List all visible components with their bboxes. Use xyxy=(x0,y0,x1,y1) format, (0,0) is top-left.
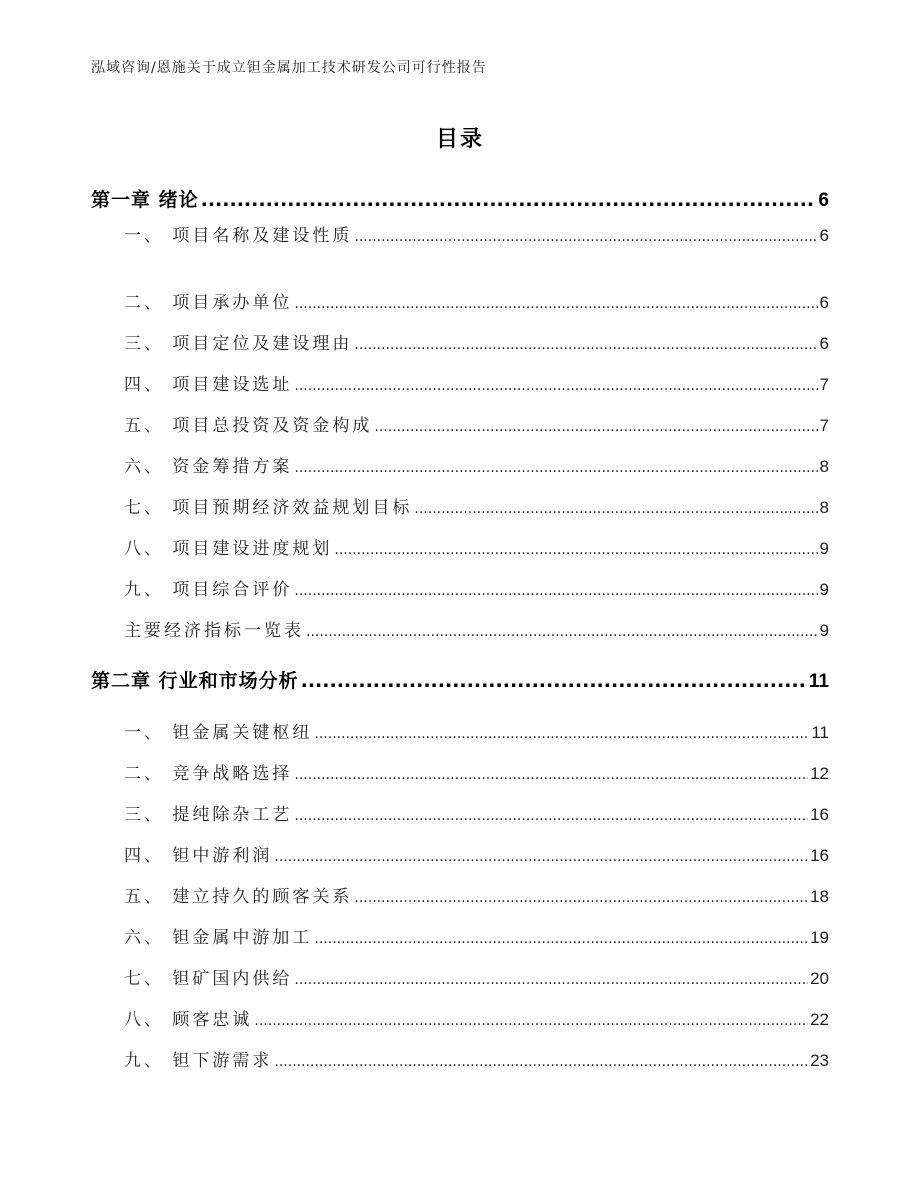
toc-page-number: 9 xyxy=(819,539,829,558)
dot-leader xyxy=(294,972,808,988)
toc-page-number: 23 xyxy=(810,1051,829,1070)
toc-section-entry[interactable] xyxy=(124,288,829,313)
dot-leader xyxy=(306,624,818,640)
dot-leader xyxy=(201,189,817,211)
toc-entry-label: 第二章 行业和市场分析 xyxy=(91,670,299,692)
toc-section-entry[interactable] xyxy=(124,329,829,354)
dot-leader xyxy=(274,849,808,865)
dot-leader xyxy=(301,670,807,692)
toc-page-number: 19 xyxy=(810,928,829,947)
toc-section-entry[interactable] xyxy=(124,411,829,436)
dot-leader xyxy=(354,890,808,906)
toc-page-number: 6 xyxy=(819,293,829,312)
toc-section-entry[interactable] xyxy=(124,616,829,641)
toc-entry-label: 四、 钽中游利润 xyxy=(124,846,273,866)
toc-section-entry[interactable] xyxy=(124,800,829,825)
toc-entry-label: 一、 项目名称及建设性质 xyxy=(124,226,353,246)
toc-page-number: 6 xyxy=(818,190,829,211)
toc-section-entry[interactable] xyxy=(124,452,829,477)
dot-leader xyxy=(294,583,817,599)
toc-entry-label: 五、 项目总投资及资金构成 xyxy=(124,416,373,436)
dot-leader xyxy=(414,501,817,517)
toc-section-entry[interactable] xyxy=(124,882,829,907)
dot-leader xyxy=(314,726,809,742)
toc-section-entry[interactable] xyxy=(124,964,829,989)
toc-page-number: 9 xyxy=(819,621,829,640)
dot-leader xyxy=(294,296,817,312)
toc-page-number: 9 xyxy=(819,580,829,599)
dot-leader xyxy=(254,1013,808,1029)
toc-entry-label: 六、 钽金属中游加工 xyxy=(124,928,313,948)
toc-section-entry[interactable] xyxy=(124,221,829,246)
toc-entry-label: 一、 钽金属关键枢纽 xyxy=(124,723,313,743)
toc-page-number: 7 xyxy=(819,375,829,394)
toc-page-number: 7 xyxy=(819,416,829,435)
page-header: 泓域咨询/恩施关于成立钽金属加工技术研发公司可行性报告 xyxy=(91,60,487,76)
toc-page-number: 20 xyxy=(810,969,829,988)
toc-section-entry[interactable] xyxy=(124,370,829,395)
toc-section-entry[interactable] xyxy=(124,841,829,866)
toc-entry-label: 七、 钽矿国内供给 xyxy=(124,969,293,989)
toc-section-entry[interactable] xyxy=(124,1005,829,1030)
toc-page-number: 11 xyxy=(811,723,829,742)
toc-page-number: 12 xyxy=(810,764,829,783)
toc-section-entry[interactable] xyxy=(124,575,829,600)
toc-entry-label: 主要经济指标一览表 xyxy=(124,621,304,641)
dot-leader xyxy=(314,931,808,947)
toc-page-number: 8 xyxy=(819,498,829,517)
dot-leader xyxy=(294,378,817,394)
toc-section-entry[interactable] xyxy=(124,759,829,784)
dot-leader xyxy=(354,229,817,245)
toc-section-entry[interactable] xyxy=(124,1046,829,1071)
toc-entry-label: 二、 竞争战略选择 xyxy=(124,764,293,784)
toc-entry-label: 第一章 绪论 xyxy=(91,189,199,211)
dot-leader xyxy=(274,1054,808,1070)
toc-chapter-entry[interactable] xyxy=(91,185,829,212)
toc-page-number: 6 xyxy=(819,226,829,245)
toc-entry-label: 八、 项目建设进度规划 xyxy=(124,539,333,559)
toc-page-number: 6 xyxy=(819,334,829,353)
dot-leader xyxy=(294,808,808,824)
toc-entry-label: 三、 项目定位及建设理由 xyxy=(124,334,353,354)
toc-title: 目录 xyxy=(435,127,484,152)
toc-page-number: 16 xyxy=(810,805,829,824)
toc-page-number: 22 xyxy=(810,1010,829,1029)
dot-leader xyxy=(374,419,817,435)
toc-page-number: 16 xyxy=(810,846,829,865)
toc-entry-label: 九、 项目综合评价 xyxy=(124,580,293,600)
toc-entry-label: 八、 顾客忠诚 xyxy=(124,1010,253,1030)
toc-entry-label: 三、 提纯除杂工艺 xyxy=(124,805,293,825)
dot-leader xyxy=(294,460,817,476)
dot-leader xyxy=(334,542,817,558)
toc-page-number: 11 xyxy=(808,671,829,692)
toc-entry-label: 九、 钽下游需求 xyxy=(124,1051,273,1071)
toc-entry-label: 二、 项目承办单位 xyxy=(124,293,293,313)
toc-section-entry[interactable] xyxy=(124,534,829,559)
dot-leader xyxy=(294,767,808,783)
dot-leader xyxy=(354,337,817,353)
toc-section-entry[interactable] xyxy=(124,718,829,743)
toc-page-number: 18 xyxy=(810,887,829,906)
toc-entry-label: 六、 资金筹措方案 xyxy=(124,457,293,477)
toc-section-entry[interactable] xyxy=(124,923,829,948)
toc-entry-label: 四、 项目建设选址 xyxy=(124,375,293,395)
toc-entry-label: 五、 建立持久的顾客关系 xyxy=(124,887,353,907)
toc-page-number: 8 xyxy=(819,457,829,476)
toc-chapter-entry[interactable] xyxy=(91,666,829,693)
toc-entry-label: 七、 项目预期经济效益规划目标 xyxy=(124,498,413,518)
toc-section-entry[interactable] xyxy=(124,493,829,518)
